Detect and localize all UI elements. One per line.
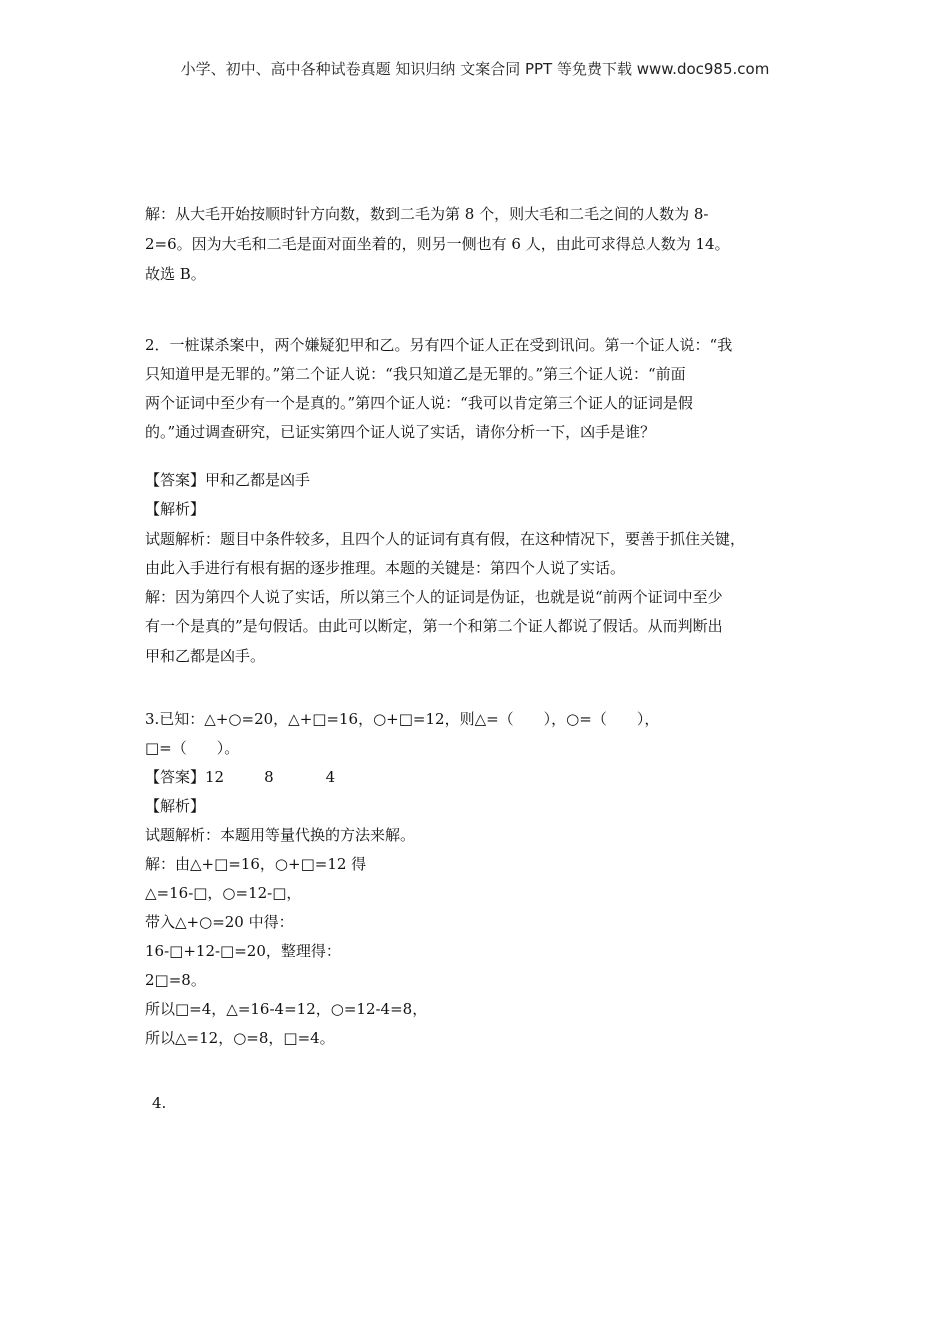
q2-analysis-line-2: 由此入手进行有根有据的逐步推理。本题的关键是：第四个人说了实话。 — [145, 559, 626, 577]
q2-analysis-line-3: 解：因为第四个人说了实话，所以第三个人的证词是伪证，也就是说“前两个证词中至少 — [145, 588, 723, 606]
q3-analysis-line-5: 16-□+12-□=20，整理得： — [145, 942, 341, 960]
q3-answer-label: 【答案】 — [145, 768, 206, 786]
q3-analysis-line-3: △=16-□，○=12-□， — [145, 884, 302, 902]
q3-analysis-line-7: 所以□=4，△=16-4=12，○=12-4=8， — [145, 1000, 428, 1018]
q2-question-line-3: 两个证词中至少有一个是真的。”第四个证人说：“我可以肯定第三个证人的证词是假 — [145, 394, 693, 412]
q2-analysis-line-5: 甲和乙都是凶手。 — [145, 647, 266, 665]
q2-question-line-4: 的。”通过调查研究，已证实第四个证人说了实话，请你分析一下，凶手是谁？ — [145, 423, 656, 441]
q3-analysis-line-1: 试题解析：本题用等量代换的方法来解。 — [145, 826, 416, 844]
q2-question-line-2: 只知道甲是无罪的。”第二个证人说：“我只知道乙是无罪的。”第三个证人说：“前面 — [145, 365, 686, 383]
q2-analysis-label: 【解析】 — [145, 500, 206, 518]
q3-analysis-line-4: 带入△+○=20 中得： — [145, 913, 294, 931]
q3-analysis-label: 【解析】 — [145, 797, 206, 815]
q3-analysis-line-8: 所以△=12，○=8，□=4。 — [145, 1029, 335, 1047]
q2-answer: 【答案】甲和乙都是凶手 — [145, 471, 311, 489]
q3-analysis-line-2: 解：由△+□=16，○+□=12 得 — [145, 855, 367, 873]
q3-analysis-line-6: 2□=8。 — [145, 971, 206, 989]
q2-analysis-line-1: 试题解析：题目中条件较多，且四个人的证词有真有假，在这种情况下，要善于抓住关键， — [145, 530, 746, 548]
q3-question-line-2: □=（ ）。 — [145, 739, 240, 757]
site-header-banner: 小学、初中、高中各种试卷真题 知识归纳 文案合同 PPT 等免费下载 www.doc985.com — [180, 60, 770, 78]
q3-answer-circle: 8 — [264, 768, 274, 786]
q2-question-line-1: 2．一桩谋杀案中，两个嫌疑犯甲和乙。另有四个证人正在受到讯问。第一个证人说：“我 — [145, 336, 733, 354]
q1-solution-line-2: 2=6。因为大毛和二毛是面对面坐着的，则另一侧也有 6 人，由此可求得总人数为 14。 — [145, 235, 730, 253]
q3-question-line-1: 3.已知：△+○=20，△+□=16，○+□=12，则△=（ ），○=（ ）， — [145, 710, 660, 728]
q1-solution-line-3: 故选 B。 — [145, 265, 206, 283]
q3-answer-row — [145, 767, 335, 787]
q2-analysis-line-4: 有一个是真的”是句假话。由此可以断定，第一个和第二个证人都说了假话。从而判断出 — [145, 617, 723, 635]
q1-solution-line-1: 解：从大毛开始按顺时针方向数，数到二毛为第 8 个，则大毛和二毛之间的人数为 8- — [145, 205, 709, 223]
q4-number: 4. — [152, 1094, 167, 1112]
q3-answer-triangle: 12 — [205, 768, 225, 786]
q3-answer-square: 4 — [325, 768, 336, 786]
